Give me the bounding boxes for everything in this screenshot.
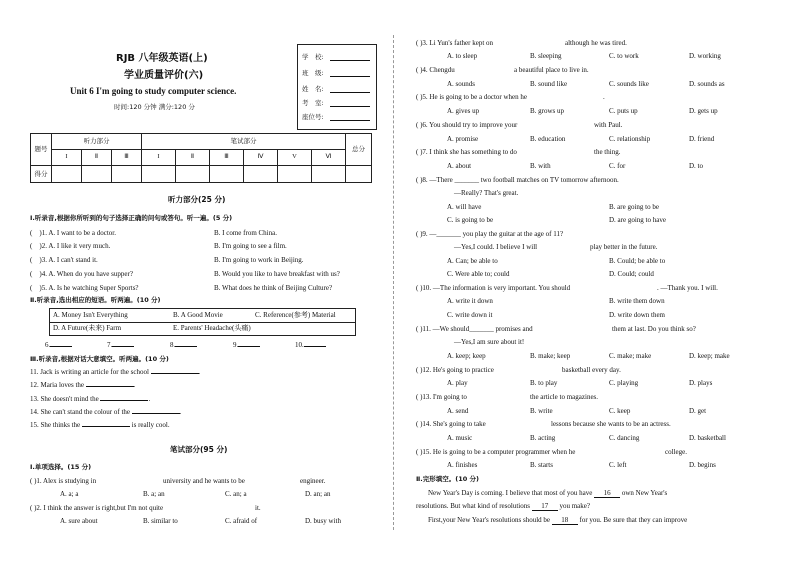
q3-option-c[interactable]: C. to work <box>609 52 639 60</box>
q4-option-a[interactable]: A. sounds <box>447 80 476 88</box>
q9-option-c[interactable]: C. Were able to; could <box>447 270 510 278</box>
question-12: ( )12. He's going to practice <box>416 366 494 374</box>
q7-option-c[interactable]: C. for <box>609 162 626 170</box>
question-15: ( )15. He is going to be a computer programmer when he <box>416 448 576 456</box>
row-label-score: 得分 <box>31 166 52 183</box>
question-3: ( )3. Li Yun's father kept on <box>416 39 494 47</box>
class-field[interactable] <box>330 76 370 77</box>
question-1-mid: university and he wants to be <box>163 477 245 485</box>
q10-option-d[interactable]: D. write down them <box>609 311 665 319</box>
column-divider <box>393 35 394 530</box>
score-cell[interactable] <box>142 166 176 183</box>
listening-col-1: I <box>52 150 82 166</box>
score-cell[interactable] <box>176 166 210 183</box>
score-cell[interactable] <box>52 166 82 183</box>
question-9: ( )9. —_______ you play the guitar at the age of 11? <box>416 230 564 238</box>
q14-option-d[interactable]: D. basketball <box>689 434 726 442</box>
phrase-options-box <box>49 308 356 336</box>
q6-option-c[interactable]: C. relationship <box>609 135 651 143</box>
cloze-line-1: New Year's Day is coming. I believe that most of you have 16 own New Year's <box>428 489 668 497</box>
option-b: B. Would you like to have breakfast with us? <box>214 270 340 278</box>
q7-option-a[interactable]: A. about <box>447 162 472 170</box>
blank-15[interactable] <box>82 426 130 427</box>
unit-title: Unit 6 I'm going to study computer science. <box>70 86 237 96</box>
cloze-blank-18[interactable]: 18 <box>552 517 578 525</box>
writing-col-6: Ⅵ <box>312 150 346 166</box>
question-3-post: although he was tired. <box>565 39 627 47</box>
score-cell[interactable] <box>278 166 312 183</box>
cloze-line-2: resolutions. But what kind of resolutions 17 you make? <box>416 502 590 510</box>
name-field[interactable] <box>330 92 370 93</box>
q11-option-b[interactable]: B. make; keep <box>530 352 571 360</box>
q12-option-d[interactable]: D. plays <box>689 379 713 387</box>
score-table <box>30 133 372 183</box>
question-6-post: with Paul. <box>594 121 623 129</box>
q5-option-d[interactable]: D. gets up <box>689 107 718 115</box>
q5-option-a[interactable]: A. gives up <box>447 107 480 115</box>
question-4: ( )4. Chengdu <box>416 66 455 74</box>
question-2: ( )2. I think the answer is right,but I'm not quite <box>30 504 164 512</box>
cloze-line-3: First,your New Year's resolutions should be 18 for you. Be sure that they can improve <box>428 516 688 524</box>
question-9-reply: —Yes,I could. I believe I will <box>454 243 538 251</box>
q15-option-a[interactable]: A. finishes <box>447 461 478 469</box>
q1-option-d[interactable]: D. an; an <box>305 490 331 498</box>
q14-option-c[interactable]: C. dancing <box>609 434 640 442</box>
score-cell[interactable] <box>346 166 372 183</box>
question-15-end: college. <box>665 448 687 456</box>
blank-13[interactable] <box>100 400 148 401</box>
q10-option-b[interactable]: B. write them down <box>609 297 665 305</box>
q11-option-d[interactable]: D. keep; make <box>689 352 730 360</box>
question-13: ( )13. I'm going to <box>416 393 467 401</box>
cloze-title: Ⅱ.完形填空。(10 分) <box>416 475 480 483</box>
question-10-reply: . —Thank you. I will. <box>657 284 718 292</box>
list-item: 11. Jack is writing an article for the school . <box>30 368 201 376</box>
writing-s1-title: Ⅰ.单项选择。(15 分) <box>30 463 92 471</box>
question-5: ( )5. He is going to be a doctor when he <box>416 93 527 101</box>
question-7: ( )7. I think she has something to do <box>416 148 517 156</box>
q12-option-c[interactable]: C. playing <box>609 379 639 387</box>
q5-option-b[interactable]: B. grows up <box>530 107 565 115</box>
q8-option-b[interactable]: B. are going to be <box>609 203 659 211</box>
q7-option-d[interactable]: D. to <box>689 162 703 170</box>
q14-option-a[interactable]: A. music <box>447 434 473 442</box>
q3-option-d[interactable]: D. working <box>689 52 721 60</box>
exam-room-field[interactable] <box>330 106 370 107</box>
question-12-end: basketball every day. <box>562 366 621 374</box>
writing-col-5: V <box>278 150 312 166</box>
option-b: B. I come from China. <box>214 229 277 237</box>
score-cell[interactable] <box>112 166 142 183</box>
q1-option-b[interactable]: B. a; an <box>143 490 165 498</box>
q12-option-b[interactable]: B. to play <box>530 379 558 387</box>
list-item: 13. She doesn't mind the . <box>30 395 151 403</box>
total-header: 总分 <box>346 134 372 166</box>
listening-s1-title: Ⅰ.听录音,根据你所听到的句子选择正确的问句或答句。听一遍。(5 分) <box>30 214 233 222</box>
q9-option-b[interactable]: B. Could; be able to <box>609 257 666 265</box>
question-14: ( )14. She's going to take <box>416 420 486 428</box>
blank-11[interactable] <box>151 373 199 374</box>
list-item: ( )1. A. I want to be a doctor. <box>30 229 116 237</box>
q10-option-c[interactable]: C. write down it <box>447 311 493 319</box>
q10-option-a[interactable]: A. write it down <box>447 297 493 305</box>
listening-col-2: Ⅱ <box>82 150 112 166</box>
writing-col-2: Ⅱ <box>176 150 210 166</box>
score-cell[interactable] <box>312 166 346 183</box>
list-item: 15. She thinks the is really cool. <box>30 421 170 429</box>
q2-option-a[interactable]: A. sure about <box>60 517 98 525</box>
listening-s3-title: Ⅲ.听录音,根据对话大意填空。听两遍。(10 分) <box>30 355 169 363</box>
listening-col-3: Ⅲ <box>112 150 142 166</box>
list-item: ( )3. A. I can't stand it. <box>30 256 98 264</box>
q2-option-c[interactable]: C. afraid of <box>225 517 258 525</box>
blank-7[interactable]: 7. <box>107 342 134 349</box>
option-b: B. I'm going to work in Beijing. <box>214 256 304 264</box>
question-1: ( )1. Alex is studying in <box>30 477 97 485</box>
writing-heading: 笔试部分(95 分) <box>170 445 228 454</box>
exam-room-label: 考 室: <box>302 99 324 107</box>
list-item: 12. Maria loves the . <box>30 381 136 389</box>
school-label: 学 校: <box>302 53 324 61</box>
question-11-reply: —Yes,I am sure about it! <box>454 338 525 346</box>
q2-option-b[interactable]: B. similar to <box>143 517 178 525</box>
list-item: ( )2. A. I like it very much. <box>30 242 111 250</box>
q3-option-b[interactable]: B. sleeping <box>530 52 562 60</box>
phrase-option-c: C. Reference(参考) Material <box>255 311 336 319</box>
time-score: 时间:120 分钟 满分:120 分 <box>114 103 195 111</box>
q11-option-a[interactable]: A. keep; keep <box>447 352 486 360</box>
q6-option-d[interactable]: D. friend <box>689 135 715 143</box>
score-cell[interactable] <box>82 166 112 183</box>
question-8: ( )8. —There _______ two football matches on TV tomorrow afternoon. <box>416 176 619 184</box>
list-item: ( )4. A. When do you have supper? <box>30 270 133 278</box>
name-label: 姓 名: <box>302 85 324 93</box>
q13-option-a[interactable]: A. send <box>447 407 469 415</box>
question-11-end: them at last. Do you think so? <box>612 325 696 333</box>
seat-field[interactable] <box>330 120 370 121</box>
phrase-option-a: A. Money Isn't Everything <box>53 311 128 319</box>
score-cell[interactable] <box>210 166 244 183</box>
score-cell[interactable] <box>244 166 278 183</box>
q12-option-a[interactable]: A. play <box>447 379 468 387</box>
blank-12[interactable] <box>86 386 134 387</box>
listening-s2-title: Ⅱ.听录音,选出相应的短语。听两遍。(10 分) <box>30 296 161 304</box>
q13-option-b[interactable]: B. write <box>530 407 553 415</box>
question-6: ( )6. You should try to improve your <box>416 121 518 129</box>
blank-6[interactable]: 6. <box>45 342 72 349</box>
q9-option-d[interactable]: D. Could; could <box>609 270 654 278</box>
question-4-post: a beautiful place to live in. <box>514 66 589 74</box>
question-11: ( )11. —We should_______ promises and <box>416 325 533 333</box>
q11-option-c[interactable]: C. make; make <box>609 352 652 360</box>
option-b: B. I'm going to see a film. <box>214 242 287 250</box>
question-1-end: engineer. <box>300 477 326 485</box>
student-info-box <box>297 44 377 130</box>
blank-14[interactable] <box>132 413 180 414</box>
option-b: B. What does he think of Beijing Culture? <box>214 284 333 292</box>
blank-8[interactable]: 8. <box>170 342 197 349</box>
blank-9[interactable]: 9. <box>233 342 260 349</box>
q1-option-c[interactable]: C. an; a <box>225 490 247 498</box>
school-field[interactable] <box>330 60 370 61</box>
question-2-end: it. <box>255 504 261 512</box>
seat-label: 座位号: <box>302 113 324 121</box>
list-item: 14. She can't stand the colour of the . <box>30 408 182 416</box>
exam-title: RJB 八年级英语(上) <box>116 53 208 64</box>
q6-option-b[interactable]: B. education <box>530 135 566 143</box>
question-7-post: the thing. <box>594 148 621 156</box>
listening-heading: 听力部分(25 分) <box>168 195 226 204</box>
list-item: ( )5. A. Is he watching Super Sports? <box>30 284 139 292</box>
q4-option-d[interactable]: D. sounds as <box>689 80 725 88</box>
q15-option-c[interactable]: C. left <box>609 461 627 469</box>
question-8-reply: —Really? That's great. <box>454 189 519 197</box>
question-14-end: lessons because she wants to be an actress. <box>551 420 671 428</box>
q6-option-a[interactable]: A. promise <box>447 135 479 143</box>
row-label-number: 题号 <box>31 134 52 166</box>
q7-option-b[interactable]: B. with <box>530 162 551 170</box>
q9-option-a[interactable]: A. Can; be able to <box>447 257 498 265</box>
writing-header: 笔试部分 <box>142 134 346 150</box>
phrase-option-b: B. A Good Movie <box>173 311 223 319</box>
q8-option-c[interactable]: C. is going to be <box>447 216 494 224</box>
writing-col-3: Ⅲ <box>210 150 244 166</box>
cloze-blank-17[interactable]: 17 <box>532 503 558 511</box>
q13-option-c[interactable]: C. keep <box>609 407 631 415</box>
cloze-blank-16[interactable]: 16 <box>594 490 620 498</box>
class-label: 班 级: <box>302 69 324 77</box>
q15-option-d[interactable]: D. begins <box>689 461 716 469</box>
q14-option-b[interactable]: B. acting <box>530 434 556 442</box>
phrase-option-d: D. A Future(未来) Farm <box>53 324 122 332</box>
q4-option-c[interactable]: C. sounds like <box>609 80 649 88</box>
q2-option-d[interactable]: D. busy with <box>305 517 341 525</box>
question-9-reply-end: play better in the future. <box>590 243 658 251</box>
listening-header: 听力部分 <box>52 134 142 150</box>
blank-10[interactable]: 10. <box>295 342 326 349</box>
q13-option-d[interactable]: D. get <box>689 407 707 415</box>
question-13-end: the article to magazines. <box>530 393 599 401</box>
q1-option-a[interactable]: A. a; a <box>60 490 79 498</box>
writing-col-1: I <box>142 150 176 166</box>
exam-subtitle: 学业质量评价(六) <box>124 70 204 81</box>
q4-option-b[interactable]: B. sound like <box>530 80 568 88</box>
q8-option-d[interactable]: D. are going to have <box>609 216 666 224</box>
q8-option-a[interactable]: A. will have <box>447 203 482 211</box>
q3-option-a[interactable]: A. to sleep <box>447 52 478 60</box>
q5-option-c[interactable]: C. puts up <box>609 107 638 115</box>
question-10: ( )10. —The information is very important. You should <box>416 284 571 292</box>
question-5-post: . <box>603 93 605 101</box>
writing-col-4: Ⅳ <box>244 150 278 166</box>
q15-option-b[interactable]: B. starts <box>530 461 553 469</box>
phrase-option-e: E. Parents' Headache(头痛) <box>173 324 251 332</box>
